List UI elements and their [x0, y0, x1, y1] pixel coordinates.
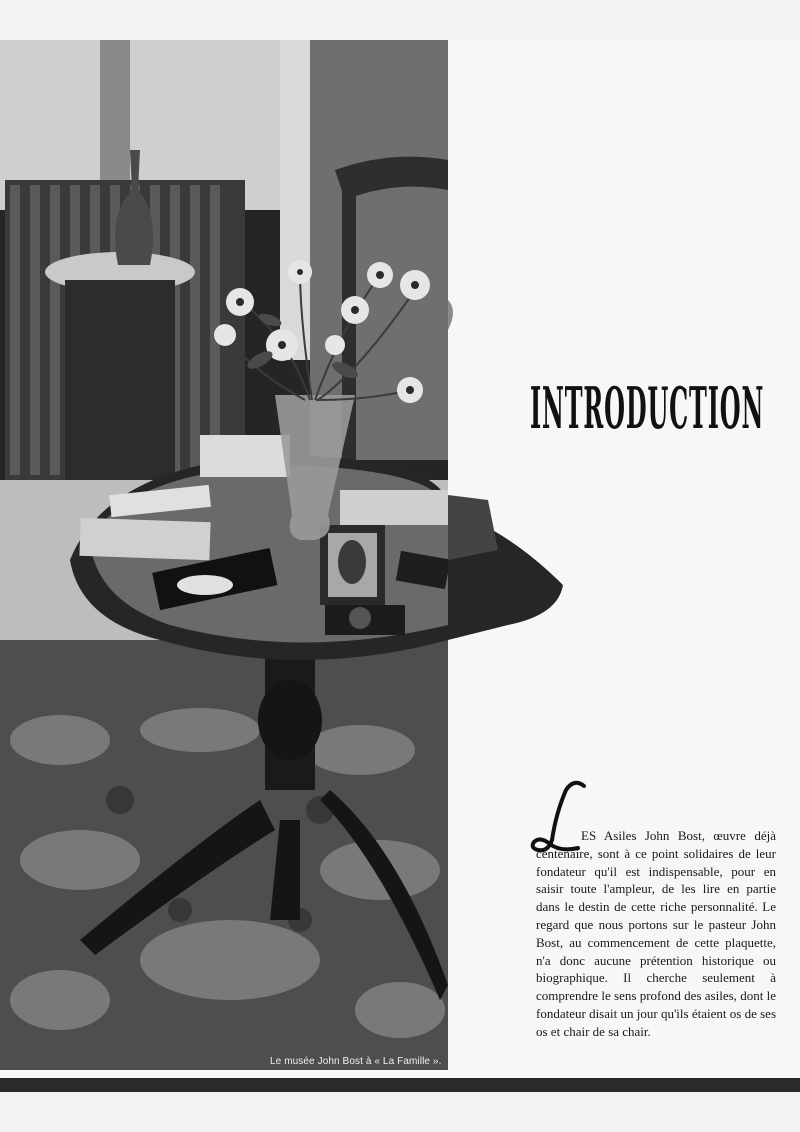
- article-title: INTRODUCTION: [530, 375, 765, 442]
- article-body: [536, 827, 776, 1041]
- museum-photo-drawing: [0, 40, 448, 1070]
- dropcap-glyph-text: L: [546, 818, 547, 819]
- photo-caption: Le musée John Bost à « La Famille ».: [270, 1056, 442, 1067]
- magazine-page: [0, 40, 800, 1090]
- article-body-text: ES Asiles John Bost, œuvre déjà centenaire, sont à ce point solidaires de leur fondateur qu'il est indispensable, pour en saisir toute l'ampleur, de les lire en partie dans le destin de cette riche personnalité. Le regard que nous portons sur le pasteur John Bost, au commencement de cette plaquette, n'a donc aucune prétention historique ou biographique. Il cherche seulement à comprendre le sens profond des asiles, dont le fondateur disait un jour qu'ils étaient os de ses os et chair de sa chair.: [536, 828, 776, 1039]
- museum-photograph: [0, 40, 448, 1070]
- page-bottom-edge: [0, 1078, 800, 1092]
